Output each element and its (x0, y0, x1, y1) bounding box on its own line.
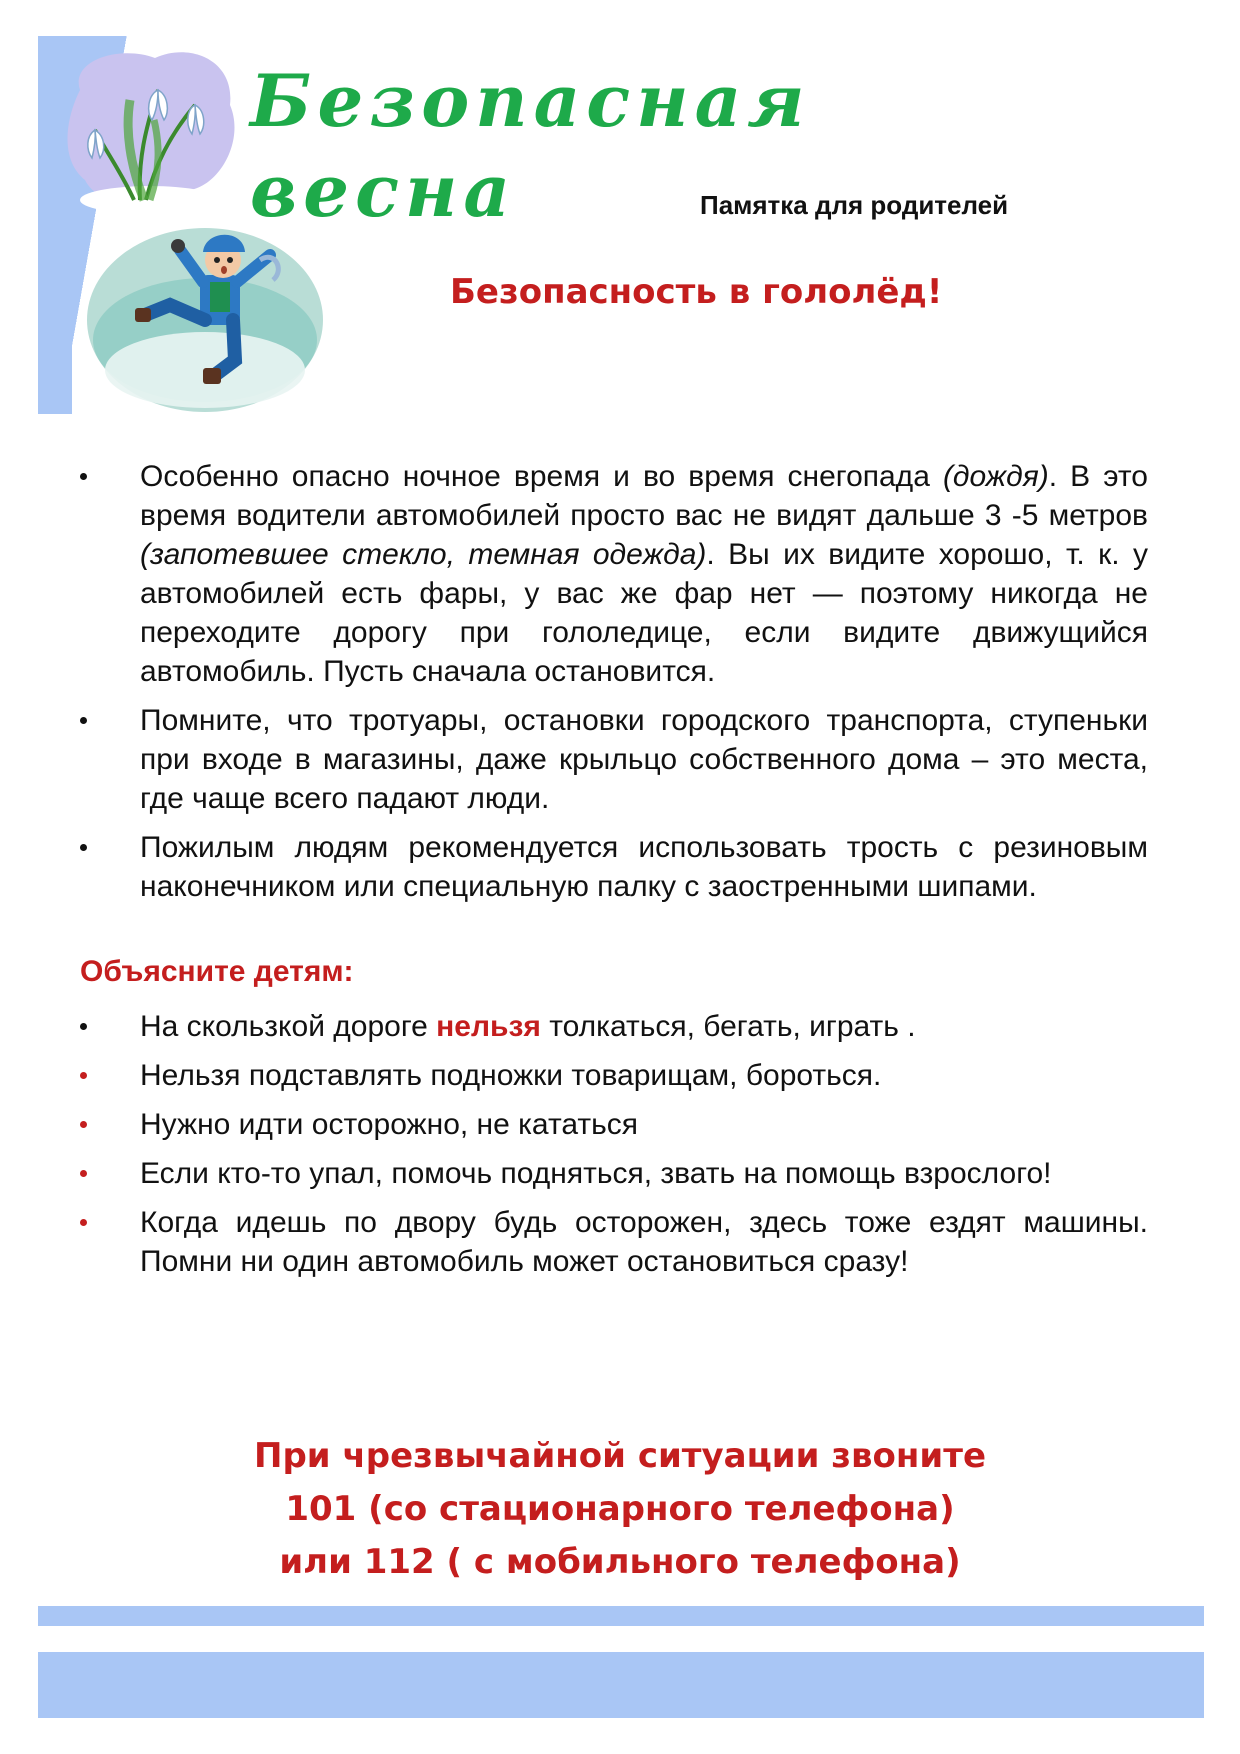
safety-tips-list (78, 457, 1148, 916)
section-headline: Безопасность в гололёд! (450, 272, 943, 312)
emergency-contacts (100, 1430, 1140, 1589)
bullet-dot-icon (80, 844, 87, 851)
highlight-forbidden: нельзя (436, 1010, 541, 1043)
bullet-dot-icon (80, 1219, 87, 1226)
emergency-line-2: 101 (со стационарного телефона) (285, 1489, 955, 1529)
list-item: Нельзя подставлять подножки товарищам, бороться. (78, 1056, 1148, 1095)
list-item: Нужно идти осторожно, не кататься (78, 1105, 1148, 1144)
list-item: Когда идешь по двору будь осторожен, здесь тоже ездят машины. Помни ни один автомобиль может остановиться сразу! (78, 1203, 1148, 1281)
list-item: Особенно опасно ночное время и во время снегопада (дождя). В это время водители автомобилей просто вас не видят дальше 3 -5 метров (запотевшее стекло, темная одежда). Вы их видите хорошо, т. к. у автомобилей есть фары, у вас же фар нет — поэтому никогда не переходите дорогу при гололедице, если видите движущийся автомобиль. Пусть сначала остановится. (78, 457, 1148, 691)
children-rules-list (78, 1007, 1148, 1291)
bullet-dot-icon (80, 1121, 87, 1128)
bullet-dot-icon (80, 717, 87, 724)
list-item: Пожилым людям рекомендуется использовать трость с резиновым наконечником или специальную палку с заостренными шипами. (78, 828, 1148, 906)
bullet-dot-icon (80, 1170, 87, 1177)
footer-stripe-wide (38, 1652, 1204, 1718)
footer-stripe-thin (38, 1606, 1204, 1626)
emergency-line-1: При чрезвычайной ситуации звоните (253, 1436, 986, 1476)
list-item: Помните, что тротуары, остановки городского транспорта, ступеньки при входе в магазины, даже крыльцо собственного дома – это места, где чаще всего падают люди. (78, 701, 1148, 818)
snowdrop-illustration (60, 50, 240, 220)
bullet-dot-icon (80, 1072, 87, 1079)
bullet-dot-icon (80, 473, 87, 480)
list-item: Если кто-то упал, помочь подняться, звать на помощь взрослого! (78, 1154, 1148, 1193)
page-title: Безопасная весна (250, 58, 811, 233)
explain-to-children-heading: Объясните детям: (80, 955, 354, 988)
page-subtitle: Памятка для родителей (700, 190, 1009, 220)
child-slipping-illustration (85, 220, 330, 420)
list-item: На скользкой дороге нельзя толкаться, бегать, играть . (78, 1007, 1148, 1046)
bullet-dot-icon (80, 1023, 87, 1030)
emergency-line-3: или 112 ( с мобильного телефона) (279, 1542, 961, 1582)
